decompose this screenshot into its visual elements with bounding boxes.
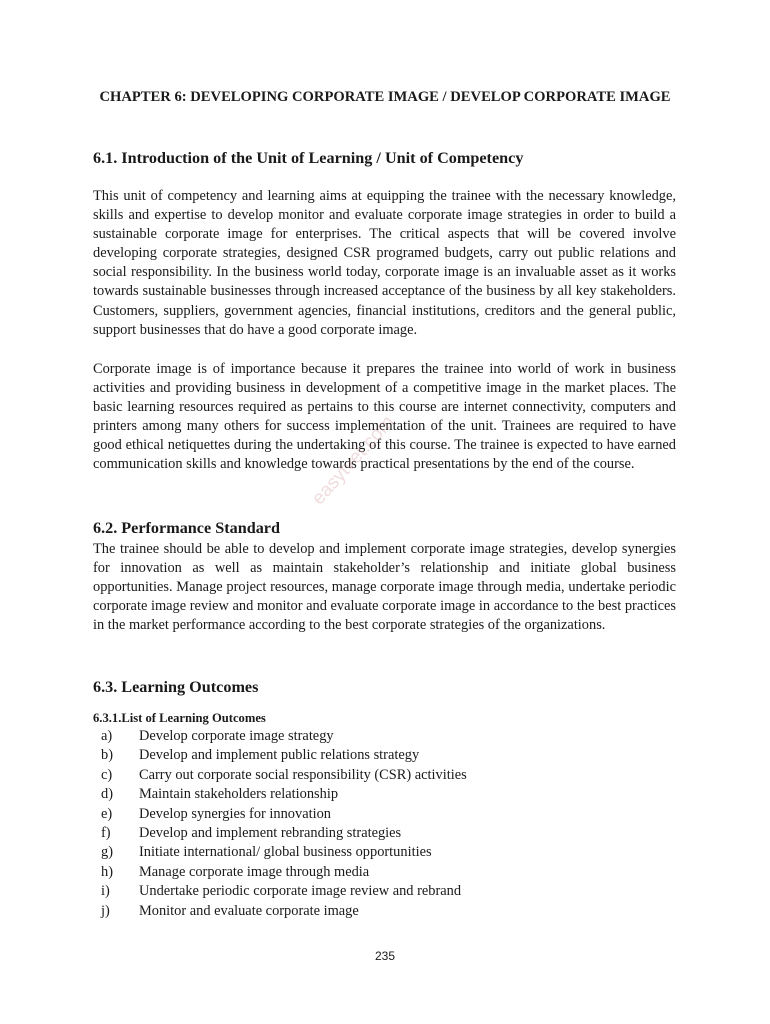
list-marker: e) — [101, 805, 113, 822]
chapter-title: CHAPTER 6: DEVELOPING CORPORATE IMAGE / DEVELOP CORPORATE IMAGE — [99, 89, 671, 105]
list-item-text: Manage corporate image through media — [139, 863, 370, 880]
list-item-text: Maintain stakeholders relationship — [139, 786, 339, 803]
list-item — [93, 902, 467, 921]
watermark: easytvet.com — [308, 411, 399, 510]
list-item — [93, 824, 467, 843]
list-marker: a) — [101, 728, 113, 744]
section-title: Learning Outcomes — [121, 678, 259, 696]
list-marker: j) — [101, 902, 110, 919]
page-number: 235 — [374, 949, 396, 963]
list-item — [93, 785, 467, 804]
list-marker: i) — [101, 883, 110, 900]
performance-standard-paragraph: The trainee should be able to develop and implement corporate image strategies, develop synergies for innovation as well as maintain stakeholder’s relationship and initiate global business opportunities. Manage project resources, manage corporate image through media, undertake periodic corporate image review and monitor and evaluate corporate image in accordance to the best practices in the market performance according to the best corporate strategies of the organizations. — [93, 541, 676, 634]
section-title: Performance Standard — [121, 519, 280, 537]
list-item-text: Develop and implement rebranding strategies — [139, 825, 402, 842]
list-marker: h) — [101, 863, 113, 880]
learning-outcomes-list — [93, 727, 467, 921]
list-item-text: Carry out corporate social responsibility (CSR) activities — [139, 766, 467, 783]
list-item — [93, 727, 467, 746]
list-item-text: Undertake periodic corporate image review and rebrand — [139, 883, 462, 900]
section-heading-learning-outcomes — [93, 677, 258, 697]
list-marker: b) — [101, 747, 113, 764]
list-item — [93, 805, 467, 824]
list-item-text: Monitor and evaluate corporate image — [139, 902, 359, 919]
section-number: 6.2. — [93, 519, 118, 537]
list-item — [93, 766, 467, 785]
list-item — [93, 843, 467, 862]
learning-outcomes-subheading: 6.3.1.List of Learning Outcomes — [93, 711, 266, 725]
list-item-text: Develop synergies for innovation — [139, 805, 331, 822]
section-heading-performance-standard — [93, 518, 280, 538]
section-title: Introduction of the Unit of Learning / Unit of Competency — [121, 149, 524, 167]
list-item-text: Develop corporate image strategy — [139, 728, 334, 744]
section-number: 6.1. — [93, 149, 118, 167]
section-number: 6.3. — [93, 678, 118, 696]
section-heading-introduction — [93, 148, 523, 168]
list-item — [93, 746, 467, 765]
list-item — [93, 882, 467, 901]
introduction-paragraph-2: Corporate image is of importance because it prepares the trainee into world of work in business activities and providing business in development of a competitive image in the market places. The basic learning resources required as pertains to this course are internet connectivity, computers and printers among many others for success implementation of the unit. Trainees are required to have good ethical netiquettes during the undertaking of this course. The trainee is expected to have earned communication skills and knowledge towards practical presentations by the end of the course. — [93, 361, 676, 473]
list-marker: g) — [101, 844, 113, 861]
list-marker: c) — [101, 766, 113, 783]
list-item-text: Develop and implement public relations strategy — [139, 747, 420, 764]
introduction-paragraph-1: This unit of competency and learning aims at equipping the trainee with the necessary knowledge, skills and expertise to develop monitor and evaluate corporate image strategies in order to build a sustainable corporate image for enterprises. The critical aspects that will be covered involve developing corporate strategies, designed CSR programed budgets, carry out public relations and social responsibility. In the business world today, corporate image is an invaluable asset as it works towards sustainable businesses through increased acceptance of the business by all key stakeholders. Customers, suppliers, government agencies, financial institutions, creditors and the general public, support businesses that do have a good corporate image. — [93, 188, 676, 338]
list-item-text: Initiate international/ global business opportunities — [139, 844, 432, 861]
list-marker: f) — [101, 825, 111, 842]
list-marker: d) — [101, 786, 113, 803]
list-item — [93, 863, 467, 882]
